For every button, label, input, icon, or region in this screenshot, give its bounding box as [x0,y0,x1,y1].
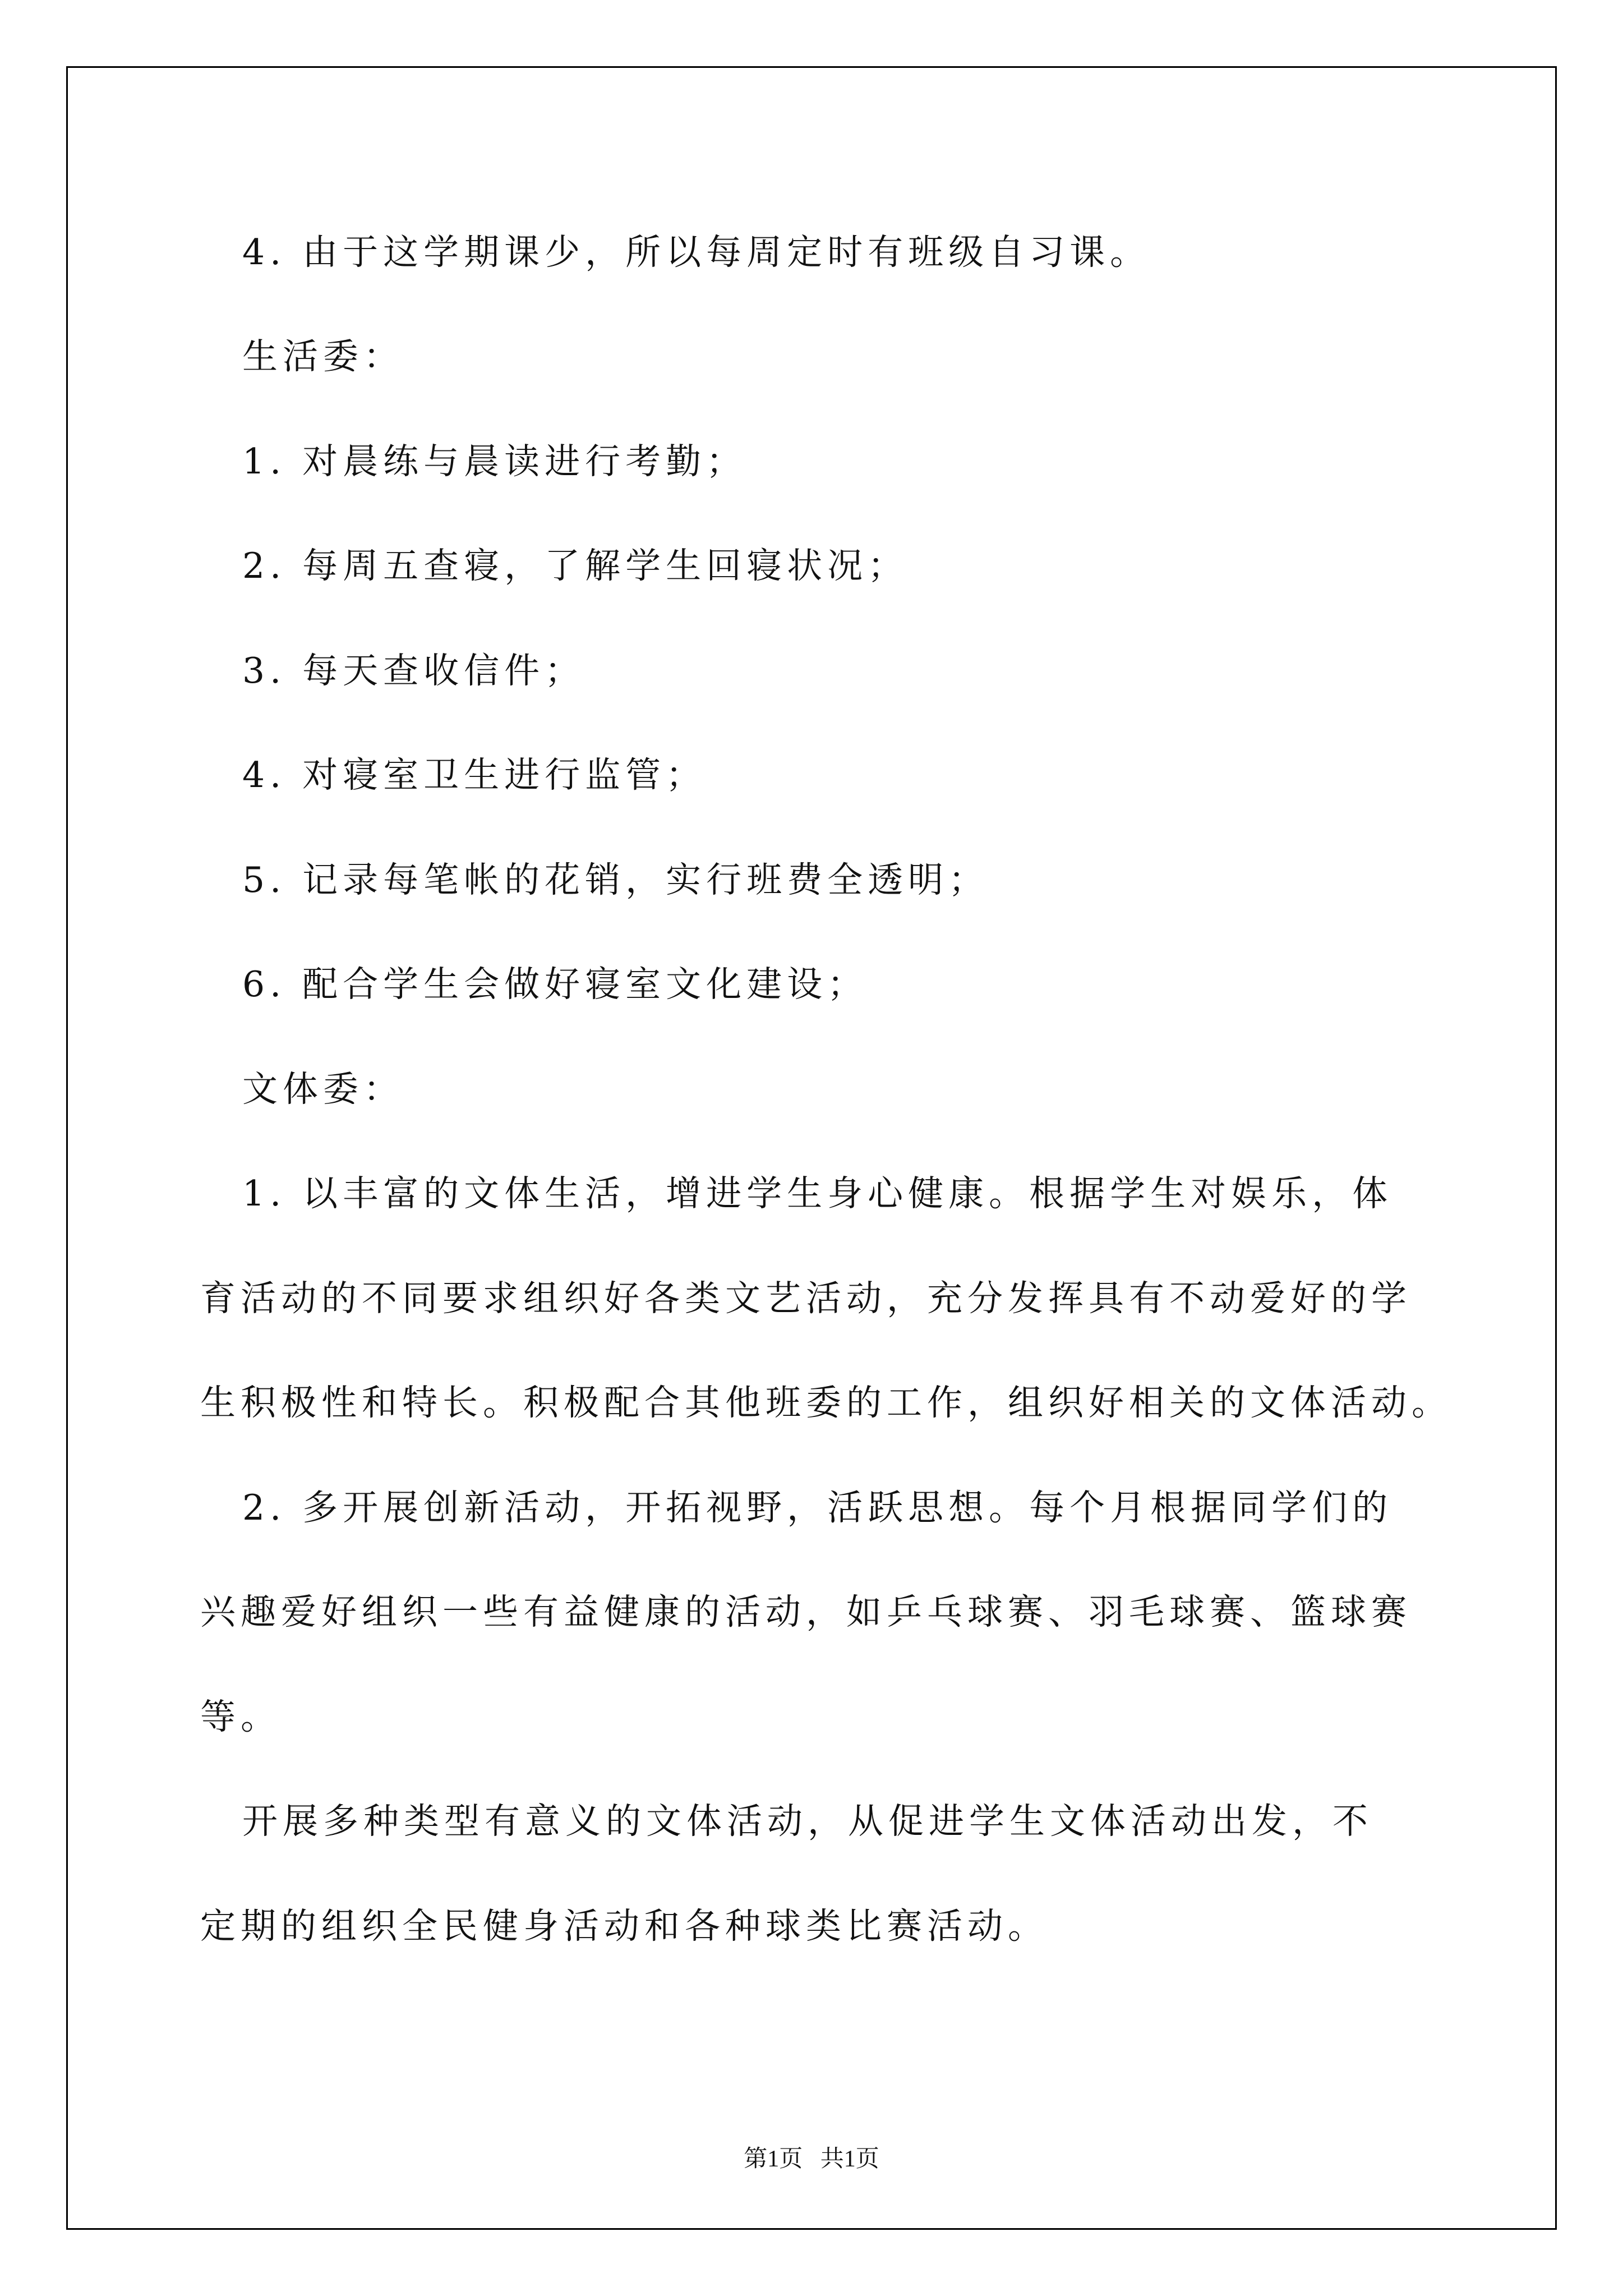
paragraph-line: 2. 多开展创新活动，开拓视野，活跃思想。每个月根据同学们的 [242,1487,1393,1528]
paragraph-line: 开展多种类型有意义的文体活动，从促进学生文体活动出发，不 [242,1801,1373,1842]
paragraph-line: 4. 由于这学期课少，所以每周定时有班级自习课。 [242,232,1151,273]
paragraph-line: 2. 每周五查寝，了解学生回寝状况； [242,545,909,586]
page-number-footer: 第1页 共1页 [744,2146,879,2172]
paragraph-line: 1. 对晨练与晨读进行考勤； [242,441,747,482]
paragraph-line: 育活动的不同要求组织好各类文艺活动，充分发挥具有不动爱好的学 [200,1278,1412,1319]
paragraph-line: 兴趣爱好组织一些有益健康的活动，如乒乓球赛、羽毛球赛、篮球赛 [200,1591,1412,1632]
section-heading-sports-committee: 文体委： [242,1069,404,1110]
paragraph-line: 6. 配合学生会做好寝室文化建设； [242,964,868,1005]
section-heading-life-committee: 生活委： [242,336,404,377]
paragraph-line: 3. 每天查收信件； [242,650,585,691]
paragraph-line: 生积极性和特长。积极配合其他班委的工作，组织好相关的文体活动。 [200,1382,1452,1423]
paragraph-line: 5. 记录每笔帐的花销，实行班费全透明； [242,859,989,900]
paragraph-line: 4. 对寝室卫生进行监管； [242,754,707,795]
paragraph-line: 等。 [200,1696,281,1737]
paragraph-line: 1. 以丰富的文体生活，增进学生身心健康。根据学生对娱乐，体 [242,1173,1393,1214]
paragraph-line: 定期的组织全民健身活动和各种球类比赛活动。 [200,1906,1048,1947]
